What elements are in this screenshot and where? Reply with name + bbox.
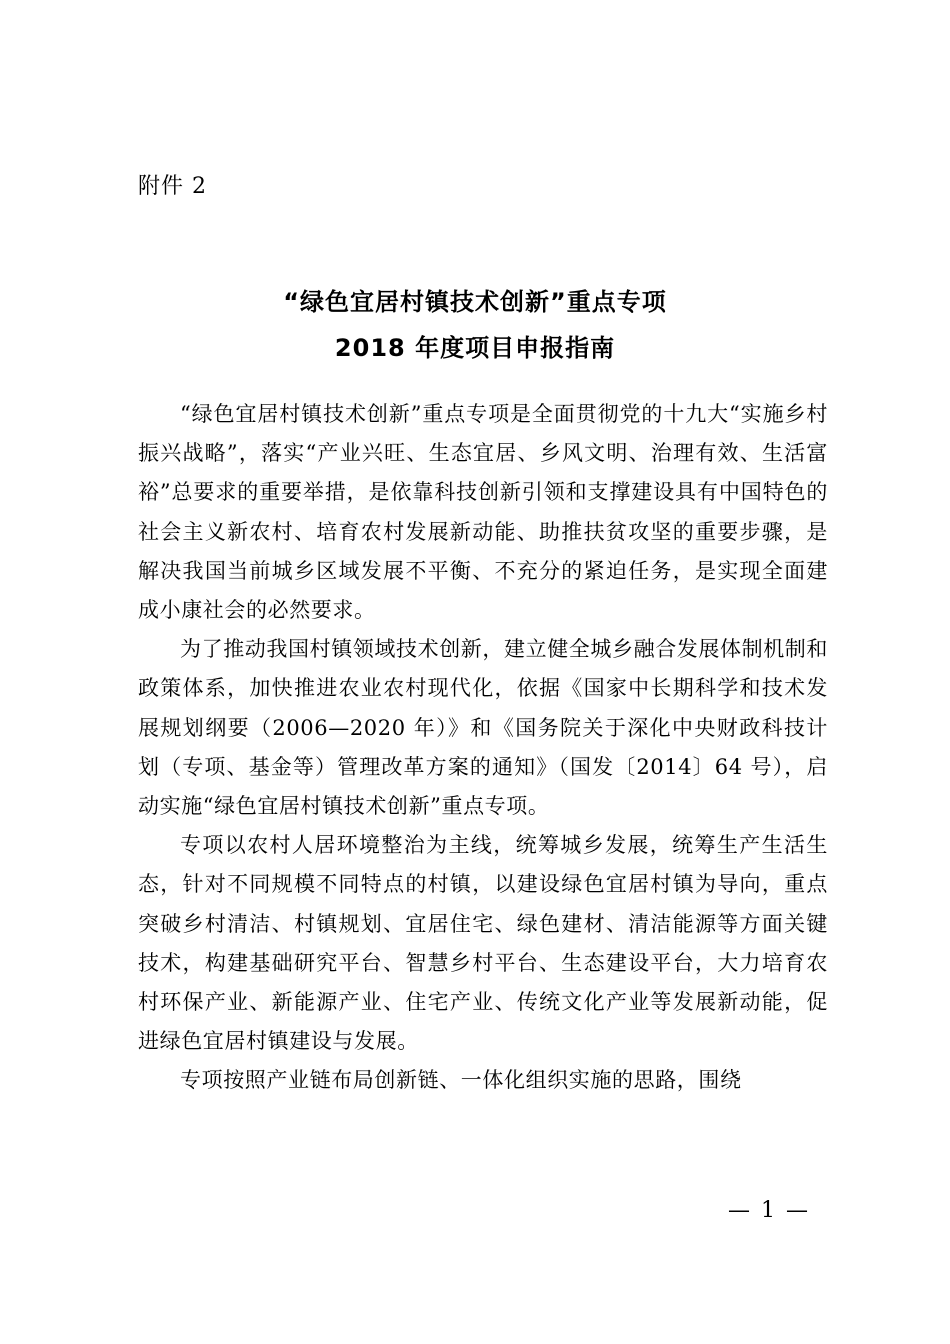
paragraph-2: 为了推动我国村镇领域技术创新，建立健全城乡融合发展体制机制和政策体系，加快推进农业农村现代化，依据《国家中长期科学和技术发展规划纲要（2006—2020 年）》和《国务院关于深化中央财政科技计划（专项、基金等）管理改革方案的通知》（国发〔2014〕64 号），启动实施“绿色宜居村镇技术创新”重点专项。: [138, 637, 828, 819]
document-title-line-2: 2018 年度项目申报指南: [334, 334, 616, 362]
paragraph-4: 专项按照产业链布局创新链、一体化组织实施的思路，围绕: [180, 1068, 742, 1093]
paragraph-3: 专项以农村人居环境整治为主线，统筹城乡发展，统筹生产生活生态，针对不同规模不同特点的村镇，以建设绿色宜居村镇为导向，重点突破乡村清洁、村镇规划、宜居住宅、绿色建材、清洁能源等方面关键技术，构建基础研究平台、智慧乡村平台、生态建设平台，大力培育农村环保产业、新能源产业、住宅产业、传统文化产业等发展新动能，促进绿色宜居村镇建设与发展。: [138, 833, 828, 1054]
document-title-line-1: “绿色宜居村镇技术创新”重点专项: [283, 288, 667, 316]
document-body: [138, 395, 828, 1101]
page-number: — 1 —: [728, 1198, 810, 1223]
attachment-label: 附件 2: [138, 174, 207, 199]
paragraph-1: “绿色宜居村镇技术创新”重点专项是全面贯彻党的十九大“实施乡村振兴战略”，落实“产业兴旺、生态宜居、乡风文明、治理有效、生活富裕”总要求的重要举措，是依靠科技创新引领和支撑建设具有中国特色的社会主义新农村、培育农村发展新动能、助推扶贫攻坚的重要步骤，是解决我国当前城乡区域发展不平衡、不充分的紧迫任务，是实现全面建成小康社会的必然要求。: [138, 402, 828, 623]
